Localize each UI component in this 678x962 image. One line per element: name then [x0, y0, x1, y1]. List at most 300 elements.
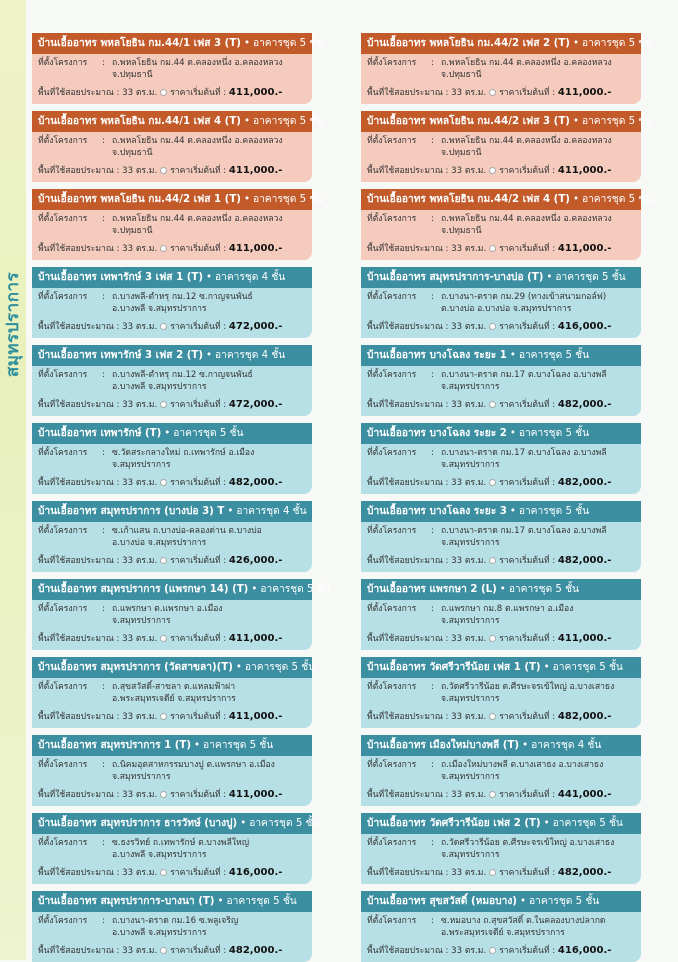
area-price-row: [38, 165, 308, 177]
project-header: [361, 657, 641, 678]
area-price-row: [38, 711, 308, 723]
project-header: [361, 813, 641, 834]
colon: :: [102, 604, 105, 614]
bullet-dot-icon: [489, 947, 496, 954]
project-body: [32, 756, 312, 783]
area-label: พื้นที่ใช้สอยประมาณ : 33 ตร.ม.: [38, 166, 158, 176]
bullet-separator: •: [240, 818, 247, 829]
address-line-1: ถ.บางนา-ตราด กม.16 ซ.พลูเจริญ: [112, 916, 239, 926]
price-label: ราคาเริ่มต้นที่ :: [499, 556, 556, 566]
area-label: พื้นที่ใช้สอยประมาณ : 33 ตร.ม.: [38, 322, 158, 332]
price-value: 411,000.-: [228, 711, 283, 722]
project-card: [32, 501, 312, 572]
location-row-2: [38, 147, 306, 159]
address-line-1: ถ.พหลโยธิน กม.44 ต.คลองหนึ่ง อ.คลองหลวง: [112, 136, 283, 146]
location-row-2: [38, 225, 306, 237]
bullet-separator: •: [522, 740, 529, 751]
colon: :: [431, 838, 434, 848]
project-title: บ้านเอื้ออาทร สมุทรปราการ (วัดสาขลา)(T): [38, 662, 233, 673]
project-card: [32, 813, 320, 884]
location-label: ที่ตั้งโครงการ: [38, 370, 88, 380]
price-value: 482,000.-: [228, 945, 283, 956]
building-type: อาคารชุด 5 ชั้น: [249, 818, 320, 829]
project-body: [32, 210, 312, 237]
project-title: บ้านเอื้ออาทร พหลโยธิน กม.44/2 เฟส 1 (T): [38, 194, 241, 205]
address-line-1: ถ.นิคมอุตสาหกรรมบางปู ต.แพรกษา อ.เมือง: [112, 760, 275, 770]
bullet-dot-icon: [160, 167, 167, 174]
location-row: [367, 369, 635, 381]
project-body: [32, 444, 312, 471]
project-title: บ้านเอื้ออาทร วัดศรีวารีน้อย เฟส 1 (T): [367, 662, 541, 673]
project-body: [361, 912, 641, 939]
location-row: [38, 915, 306, 927]
bullet-separator: •: [572, 38, 579, 49]
project-title: บ้านเอื้ออาทร พหลโยธิน กม.44/2 เฟส 4 (T): [367, 194, 570, 205]
province-side-strip: [0, 0, 26, 960]
project-body: [32, 912, 312, 939]
colon: :: [102, 682, 105, 692]
bullet-dot-icon: [489, 89, 496, 96]
location-label: ที่ตั้งโครงการ: [38, 214, 88, 224]
building-type: อาคารชุด 5 ชั้น: [203, 740, 274, 751]
project-title: บ้านเอื้ออาทร เทพารักษ์ 3 เฟส 1 (T): [38, 272, 203, 283]
project-body: [361, 288, 641, 315]
building-type: อาคารชุด 4 ชั้น: [215, 272, 286, 283]
price-label: ราคาเริ่มต้นที่ :: [170, 244, 227, 254]
location-row-2: [38, 693, 306, 705]
location-row-2: [367, 927, 635, 939]
address-line-2: จ.สมุทรปราการ: [112, 772, 171, 782]
price-label: ราคาเริ่มต้นที่ :: [170, 790, 227, 800]
area-label: พื้นที่ใช้สอยประมาณ : 33 ตร.ม.: [38, 868, 158, 878]
project-header: [32, 267, 312, 288]
building-type: อาคารชุด 5 ชั้น: [581, 194, 653, 205]
address-line-2: จ.สมุทรปราการ: [441, 694, 500, 704]
bullet-separator: •: [227, 506, 234, 517]
price-value: 411,000.-: [228, 633, 283, 644]
location-label: ที่ตั้งโครงการ: [38, 292, 88, 302]
project-card: [361, 33, 653, 104]
location-row: [38, 759, 306, 771]
area-price-row: [367, 321, 637, 333]
colon: :: [102, 214, 105, 224]
location-label: ที่ตั้งโครงการ: [38, 682, 88, 692]
project-title: บ้านเอื้ออาทร สมุทรปราการ-บางบ่อ (T): [367, 272, 544, 283]
project-header: [32, 813, 320, 834]
area-price-row: [38, 789, 308, 801]
project-card: [361, 345, 641, 416]
area-price-row: [367, 477, 637, 489]
area-price-row: [367, 165, 637, 177]
project-title: บ้านเอื้ออาทร สมุทรปราการ-บางนา (T): [38, 896, 215, 907]
colon: :: [431, 370, 434, 380]
location-label: ที่ตั้งโครงการ: [367, 682, 417, 692]
area-label: พื้นที่ใช้สอยประมาณ : 33 ตร.ม.: [367, 634, 487, 644]
location-label: ที่ตั้งโครงการ: [367, 760, 417, 770]
project-title: บ้านเอื้ออาทร พหลโยธิน กม.44/1 เฟส 3 (T): [38, 38, 241, 49]
bullet-dot-icon: [160, 479, 167, 486]
area-label: พื้นที่ใช้สอยประมาณ : 33 ตร.ม.: [367, 88, 487, 98]
address-line-2: จ.สมุทรปราการ: [441, 382, 500, 392]
building-type: อาคารชุด 5 ชั้น: [252, 116, 324, 127]
bullet-separator: •: [243, 38, 250, 49]
price-label: ราคาเริ่มต้นที่ :: [170, 322, 227, 332]
bullet-dot-icon: [489, 479, 496, 486]
building-type: อาคารชุด 5 ชั้น: [518, 506, 590, 517]
colon: :: [431, 448, 434, 458]
project-title: บ้านเอื้ออาทร เทพารักษ์ (T): [38, 428, 162, 439]
area-label: พื้นที่ใช้สอยประมาณ : 33 ตร.ม.: [38, 946, 158, 956]
price-label: ราคาเริ่มต้นที่ :: [499, 400, 556, 410]
price-label: ราคาเริ่มต้นที่ :: [499, 790, 556, 800]
address-line-2: จ.สมุทรปราการ: [441, 616, 500, 626]
address-line-2: จ.สมุทรปราการ: [441, 850, 500, 860]
location-row-2: [38, 69, 306, 81]
colon: :: [102, 370, 105, 380]
address-line-2: จ.สมุทรปราการ: [112, 460, 171, 470]
location-row: [38, 291, 306, 303]
building-type: อาคารชุด 4 ชั้น: [236, 506, 307, 517]
bullet-separator: •: [543, 662, 550, 673]
address-line-2: จ.ปทุมธานี: [112, 148, 153, 158]
province-label: สมุทรปราการ: [3, 271, 24, 377]
bullet-dot-icon: [489, 869, 496, 876]
colon: :: [102, 58, 105, 68]
bullet-separator: •: [543, 818, 550, 829]
building-type: อาคารชุด 5 ชั้น: [508, 584, 580, 595]
project-header: [32, 345, 312, 366]
location-row-2: [38, 537, 306, 549]
address-line-2: จ.ปทุมธานี: [112, 226, 153, 236]
location-label: ที่ตั้งโครงการ: [367, 916, 417, 926]
price-label: ราคาเริ่มต้นที่ :: [499, 712, 556, 722]
location-row-2: [38, 771, 306, 783]
bullet-dot-icon: [489, 323, 496, 330]
price-value: 416,000.-: [557, 321, 612, 332]
project-header: [361, 579, 641, 600]
location-row-2: [38, 303, 306, 315]
price-value: 416,000.-: [228, 867, 283, 878]
building-type: อาคารชุด 5 ชั้น: [552, 662, 623, 673]
bullet-dot-icon: [489, 167, 496, 174]
project-card: [361, 735, 641, 806]
price-value: 411,000.-: [557, 243, 612, 254]
area-price-row: [38, 867, 308, 879]
area-price-row: [38, 399, 308, 411]
project-card: [361, 579, 641, 650]
colon: :: [431, 136, 434, 146]
location-label: ที่ตั้งโครงการ: [38, 448, 88, 458]
bullet-separator: •: [572, 116, 579, 127]
project-title: บ้านเอื้ออาทร สุขสวัสดิ์ (หมอบาง): [367, 896, 517, 907]
area-price-row: [38, 945, 308, 957]
address-line-1: ถ.บางพลี-ตำหรุ กม.12 ซ.กาญจนพันธ์: [112, 370, 253, 380]
building-type: อาคารชุด 5 ชั้น: [226, 896, 297, 907]
colon: :: [431, 916, 434, 926]
area-price-row: [367, 945, 637, 957]
bullet-dot-icon: [160, 791, 167, 798]
address-line-1: ซ.หมอบาง ถ.สุขสวัสดิ์ ต.ในคลองบางปลากด: [441, 916, 606, 926]
project-header: [32, 891, 312, 912]
project-card: [32, 657, 316, 728]
area-label: พื้นที่ใช้สอยประมาณ : 33 ตร.ม.: [367, 322, 487, 332]
project-body: [32, 678, 312, 705]
colon: :: [431, 604, 434, 614]
address-line-2: จ.สมุทรปราการ: [441, 460, 500, 470]
location-row: [38, 213, 306, 225]
area-label: พื้นที่ใช้สอยประมาณ : 33 ตร.ม.: [367, 790, 487, 800]
bullet-separator: •: [217, 896, 224, 907]
location-row: [367, 525, 635, 537]
location-label: ที่ตั้งโครงการ: [38, 838, 88, 848]
project-card: [361, 267, 641, 338]
price-value: 472,000.-: [228, 321, 283, 332]
address-line-2: ต.บางบ่อ อ.บางบ่อ จ.สมุทรปราการ: [441, 304, 572, 314]
project-card: [32, 189, 324, 260]
project-title: บ้านเอื้ออาทร บางโฉลง ระยะ 1: [367, 350, 507, 361]
price-value: 482,000.-: [557, 477, 612, 488]
location-row: [38, 837, 306, 849]
location-label: ที่ตั้งโครงการ: [38, 58, 88, 68]
address-line-1: ถ.บางนา-ตราด กม.17 ต.บางโฉลง อ.บางพลี: [441, 448, 607, 458]
project-title: บ้านเอื้ออาทร พหลโยธิน กม.44/2 เฟส 3 (T): [367, 116, 570, 127]
bullet-separator: •: [519, 896, 526, 907]
price-value: 411,000.-: [228, 87, 283, 98]
address-line-1: ถ.วัดศรีวารีน้อย ต.ศีรษะจรเข้ใหญ่ อ.บางเสาธง: [441, 838, 615, 848]
address-line-2: อ.บางพลี จ.สมุทรปราการ: [112, 382, 207, 392]
location-row-2: [367, 69, 635, 81]
location-row-2: [367, 459, 635, 471]
building-type: อาคารชุด 5 ชั้น: [244, 662, 316, 673]
bullet-dot-icon: [160, 89, 167, 96]
project-header: [361, 423, 641, 444]
building-type: อาคารชุด 5 ชั้น: [528, 896, 600, 907]
area-price-row: [367, 243, 637, 255]
address-line-2: จ.สมุทรปราการ: [112, 616, 171, 626]
bullet-dot-icon: [160, 557, 167, 564]
project-card: [32, 345, 312, 416]
address-line-1: ถ.สุขสวัสดิ์-สาขลา ต.แหลมฟ้าผ่า: [112, 682, 236, 692]
project-header: [361, 111, 653, 132]
price-label: ราคาเริ่มต้นที่ :: [499, 166, 556, 176]
area-price-row: [38, 633, 308, 645]
area-price-row: [367, 555, 637, 567]
location-row-2: [38, 615, 306, 627]
area-label: พื้นที่ใช้สอยประมาณ : 33 ตร.ม.: [38, 400, 158, 410]
bullet-separator: •: [572, 194, 579, 205]
project-body: [32, 600, 312, 627]
location-row: [367, 135, 635, 147]
address-line-2: จ.สมุทรปราการ: [441, 772, 500, 782]
area-price-row: [367, 87, 637, 99]
project-card: [361, 501, 641, 572]
project-card: [32, 579, 331, 650]
project-header: [361, 501, 641, 522]
project-title: บ้านเอื้ออาทร บางโฉลง ระยะ 3: [367, 506, 507, 517]
project-card: [32, 735, 312, 806]
project-title: บ้านเอื้ออาทร เมืองใหม่บางพลี (T): [367, 740, 520, 751]
project-body: [32, 522, 312, 549]
location-row-2: [38, 849, 306, 861]
project-card: [32, 111, 324, 182]
location-label: ที่ตั้งโครงการ: [367, 292, 417, 302]
location-row-2: [367, 147, 635, 159]
bullet-separator: •: [243, 116, 250, 127]
area-price-row: [38, 87, 308, 99]
building-type: อาคารชุด 5 ชั้น: [518, 350, 590, 361]
price-label: ราคาเริ่มต้นที่ :: [499, 868, 556, 878]
project-title: บ้านเอื้ออาทร พหลโยธิน กม.44/1 เฟส 4 (T): [38, 116, 241, 127]
bullet-separator: •: [235, 662, 242, 673]
bullet-dot-icon: [160, 323, 167, 330]
project-body: [361, 210, 641, 237]
area-price-row: [38, 243, 308, 255]
location-label: ที่ตั้งโครงการ: [367, 136, 417, 146]
area-label: พื้นที่ใช้สอยประมาณ : 33 ตร.ม.: [367, 868, 487, 878]
project-header: [361, 345, 641, 366]
location-label: ที่ตั้งโครงการ: [38, 916, 88, 926]
area-label: พื้นที่ใช้สอยประมาณ : 33 ตร.ม.: [367, 166, 487, 176]
location-row: [38, 135, 306, 147]
project-header: [361, 267, 641, 288]
price-label: ราคาเริ่มต้นที่ :: [170, 868, 227, 878]
bullet-dot-icon: [489, 557, 496, 564]
project-title: บ้านเอื้ออาทร พหลโยธิน กม.44/2 เฟส 2 (T): [367, 38, 570, 49]
area-label: พื้นที่ใช้สอยประมาณ : 33 ตร.ม.: [367, 478, 487, 488]
location-row: [367, 291, 635, 303]
building-type: อาคารชุด 5 ชั้น: [260, 584, 331, 595]
bullet-dot-icon: [489, 635, 496, 642]
price-value: 482,000.-: [557, 867, 612, 878]
area-label: พื้นที่ใช้สอยประมาณ : 33 ตร.ม.: [38, 790, 158, 800]
address-line-2: อ.พระสมุทรเจดีย์ จ.สมุทรปราการ: [112, 694, 236, 704]
area-label: พื้นที่ใช้สอยประมาณ : 33 ตร.ม.: [38, 244, 158, 254]
building-type: อาคารชุด 5 ชั้น: [581, 38, 653, 49]
area-price-row: [367, 633, 637, 645]
project-body: [361, 834, 641, 861]
location-row: [367, 915, 635, 927]
location-label: ที่ตั้งโครงการ: [367, 370, 417, 380]
project-title: บ้านเอื้ออาทร บางโฉลง ระยะ 2: [367, 428, 507, 439]
price-label: ราคาเริ่มต้นที่ :: [170, 400, 227, 410]
bullet-dot-icon: [489, 401, 496, 408]
bullet-separator: •: [251, 584, 258, 595]
price-label: ราคาเริ่มต้นที่ :: [170, 478, 227, 488]
colon: :: [102, 136, 105, 146]
location-row: [367, 57, 635, 69]
project-card: [361, 111, 653, 182]
bullet-separator: •: [194, 740, 201, 751]
colon: :: [431, 214, 434, 224]
building-type: อาคารชุด 5 ชั้น: [552, 818, 623, 829]
project-header: [32, 33, 324, 54]
bullet-separator: •: [243, 194, 250, 205]
location-label: ที่ตั้งโครงการ: [38, 604, 88, 614]
building-type: อาคารชุด 5 ชั้น: [173, 428, 244, 439]
price-value: 426,000.-: [228, 555, 283, 566]
area-label: พื้นที่ใช้สอยประมาณ : 33 ตร.ม.: [367, 400, 487, 410]
price-value: 411,000.-: [557, 165, 612, 176]
location-row-2: [38, 459, 306, 471]
location-row-2: [38, 927, 306, 939]
price-label: ราคาเริ่มต้นที่ :: [499, 946, 556, 956]
address-line-1: ถ.วัดศรีวารีน้อย ต.ศีรษะจรเข้ใหญ่ อ.บางเสาธง: [441, 682, 615, 692]
project-body: [32, 132, 312, 159]
price-value: 411,000.-: [228, 243, 283, 254]
project-body: [361, 132, 641, 159]
project-body: [361, 600, 641, 627]
project-card: [361, 813, 641, 884]
location-row: [38, 369, 306, 381]
bullet-separator: •: [205, 272, 212, 283]
price-value: 411,000.-: [228, 789, 283, 800]
project-header: [361, 891, 641, 912]
project-header: [32, 735, 312, 756]
price-value: 482,000.-: [557, 399, 612, 410]
location-row: [38, 525, 306, 537]
colon: :: [431, 58, 434, 68]
area-price-row: [367, 789, 637, 801]
colon: :: [102, 292, 105, 302]
location-row-2: [367, 615, 635, 627]
location-row-2: [367, 303, 635, 315]
area-label: พื้นที่ใช้สอยประมาณ : 33 ตร.ม.: [367, 946, 487, 956]
address-line-2: จ.ปทุมธานี: [441, 70, 482, 80]
address-line-1: ถ.เมืองใหม่บางพลี ต.บางเสาธง อ.บางเสาธง: [441, 760, 604, 770]
address-line-1: ซ.วัดสระกลางใหม่ ถ.เทพารักษ์ อ.เมือง: [112, 448, 255, 458]
location-row: [367, 837, 635, 849]
address-line-2: อ.บางพลี จ.สมุทรปราการ: [112, 850, 207, 860]
price-label: ราคาเริ่มต้นที่ :: [170, 88, 227, 98]
project-body: [32, 366, 312, 393]
project-title: บ้านเอื้ออาทร สมุทรปราการ 1 (T): [38, 740, 192, 751]
price-label: ราคาเริ่มต้นที่ :: [170, 712, 227, 722]
location-label: ที่ตั้งโครงการ: [367, 448, 417, 458]
price-value: 411,000.-: [557, 87, 612, 98]
bullet-dot-icon: [489, 245, 496, 252]
price-label: ราคาเริ่มต้นที่ :: [499, 322, 556, 332]
project-body: [32, 288, 312, 315]
price-label: ราคาเริ่มต้นที่ :: [499, 88, 556, 98]
location-label: ที่ตั้งโครงการ: [367, 838, 417, 848]
project-header: [32, 423, 312, 444]
bullet-separator: •: [164, 428, 171, 439]
address-line-1: ซ.ธงรวิทย์ ถ.เทพารักษ์ ต.บางพลีใหญ่: [112, 838, 250, 848]
project-card: [32, 33, 324, 104]
address-line-1: ถ.บางนา-ตราด กม.17 ต.บางโฉลง อ.บางพลี: [441, 526, 607, 536]
address-line-1: ถ.บางพลี-ตำหรุ กม.12 ซ.กาญจนพันธ์: [112, 292, 253, 302]
project-title: บ้านเอื้ออาทร สมุทรปราการ (แพรกษา 14) (T): [38, 584, 249, 595]
colon: :: [102, 838, 105, 848]
project-body: [361, 54, 641, 81]
location-row-2: [367, 693, 635, 705]
location-label: ที่ตั้งโครงการ: [367, 58, 417, 68]
project-header: [32, 657, 316, 678]
building-type: อาคารชุด 5 ชั้น: [518, 428, 590, 439]
price-value: 411,000.-: [557, 633, 612, 644]
project-card: [32, 423, 312, 494]
building-type: อาคารชุด 5 ชั้น: [252, 194, 324, 205]
location-label: ที่ตั้งโครงการ: [367, 526, 417, 536]
bullet-separator: •: [509, 428, 516, 439]
price-label: ราคาเริ่มต้นที่ :: [170, 166, 227, 176]
price-value: 482,000.-: [557, 711, 612, 722]
address-line-1: ถ.พหลโยธิน กม.44 ต.คลองหนึ่ง อ.คลองหลวง: [112, 58, 283, 68]
price-value: 482,000.-: [228, 477, 283, 488]
price-value: 472,000.-: [228, 399, 283, 410]
colon: :: [431, 760, 434, 770]
price-label: ราคาเริ่มต้นที่ :: [499, 478, 556, 488]
